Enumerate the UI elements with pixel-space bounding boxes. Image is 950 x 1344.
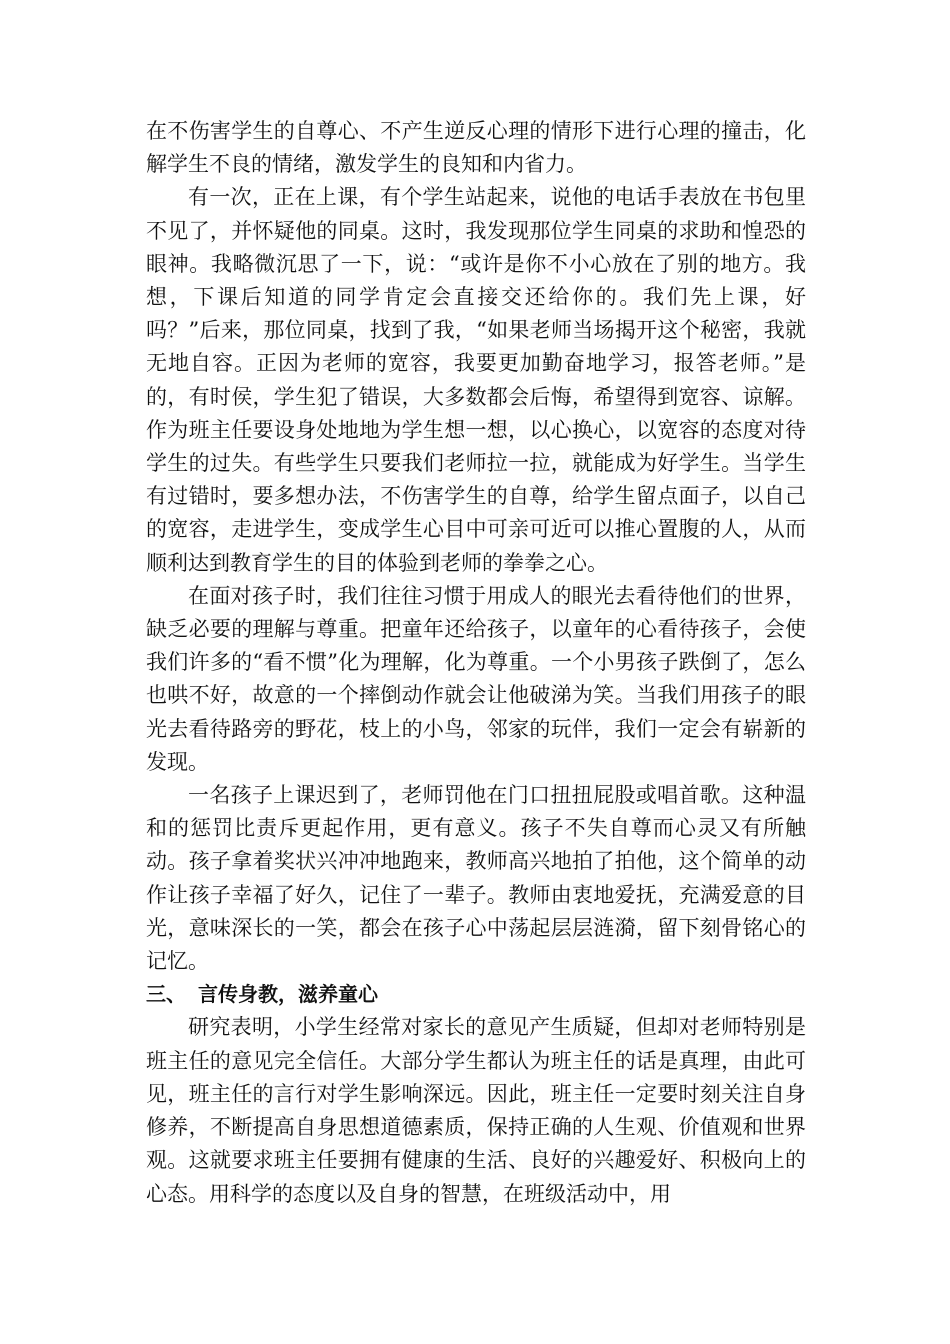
- paragraph-3: 在面对孩子时，我们往往习惯于用成人的眼光去看待他们的世界，缺乏必要的理解与尊重。把童年还给孩子，以童年的心看待孩子，会使我们许多的“看不惯”化为理解，化为尊重。一个小男孩子跌倒了，怎么也哄不好，故意的一个摔倒动作就会让他破涕为笑。当我们用孩子的眼光去看待路旁的野花，枝上的小鸟，邻家的玩伴，我们一定会有崭新的发现。: [146, 583, 806, 774]
- section-number: 三、: [146, 982, 186, 1007]
- paragraph-2: 有一次，正在上课，有个学生站起来，说他的电话手表放在书包里不见了，并怀疑他的同桌。这时，我发现那位学生同桌的求助和惶恐的眼神。我略微沉思了一下，说：“或许是你不小心放在了别的地方。我想，下课后知道的同学肯定会直接交还给你的。我们先上课，好吗？”后来，那位同桌，找到了我，“如果老师当场揭开这个秘密，我就无地自容。正因为老师的宽容，我要更加勤奋地学习，报答老师。”是的，有时侯，学生犯了错误，大多数都会后悔，希望得到宽容、谅解。作为班主任要设身处地地为学生想一想，以心换心，以宽容的态度对待学生的过失。有些学生只要我们老师拉一拉，就能成为好学生。当学生有过错时，要多想办法，不伤害学生的自尊，给学生留点面子，以自己的宽容，走进学生，变成学生心目中可亲可近可以推心置腹的人，从而顺利达到教育学生的目的体验到老师的拳拳之心。: [146, 185, 806, 575]
- document-page: [146, 115, 806, 1211]
- section-heading: [146, 978, 806, 1011]
- section-title: 言传身教，滋养童心: [198, 982, 378, 1007]
- paragraph-1: 在不伤害学生的自尊心、不产生逆反心理的情形下进行心理的撞击，化解学生不良的情绪，激发学生的良知和内省力。: [146, 119, 806, 177]
- paragraph-4: 一名孩子上课迟到了，老师罚他在门口扭扭屁股或唱首歌。这种温和的惩罚比责斥更起作用，更有意义。孩子不失自尊而心灵又有所触动。孩子拿着奖状兴冲冲地跑来，教师高兴地拍了拍他，这个简单的动作让孩子幸福了好久，记住了一辈子。教师由衷地爱抚，充满爱意的目光，意味深长的一笑，都会在孩子心中荡起层层涟漪，留下刻骨铭心的记忆。: [146, 783, 806, 974]
- paragraph-5: 研究表明，小学生经常对家长的意见产生质疑，但却对老师特别是班主任的意见完全信任。大部分学生都认为班主任的话是真理，由此可见，班主任的言行对学生影响深远。因此，班主任一定要时刻关注自身修养，不断提高自身思想道德素质，保持正确的人生观、价值观和世界观。这就要求班主任要拥有健康的生活、良好的兴趣爱好、积极向上的心态。用科学的态度以及自身的智慧，在班级活动中，用: [146, 1015, 806, 1206]
